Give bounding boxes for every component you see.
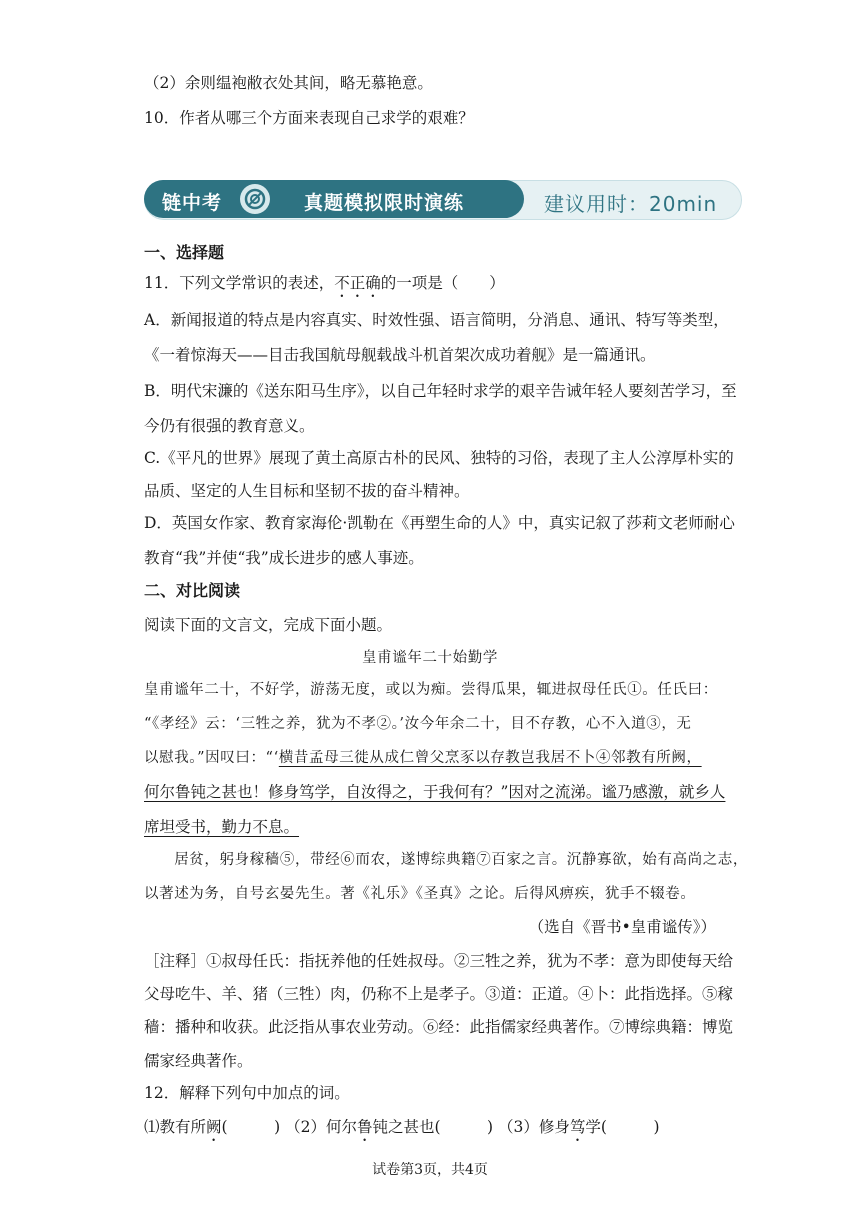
q12-item3-pre: （3）修身 [498, 1118, 570, 1136]
reading-intro: 阅读下面的文言文，完成下面小题。 [144, 616, 393, 634]
q11-text-pre: 11．下列文学常识的表述， [144, 274, 335, 292]
passage-source: （选自《晋书•皇甫谧传》） [528, 918, 716, 936]
q12-item2-pre: （2）何尔 [285, 1118, 357, 1136]
passage-p1-line3-a: 以慰我。”因叹曰：“‘ [144, 750, 279, 766]
underlined-sentence: 横昔孟母三徙从成仁曾父烹豕以存教岂我居不卜④邻教有所阙， [278, 750, 702, 766]
question-12: 12．解释下列句中加点的词。 [144, 1084, 350, 1102]
passage-p1-line2: “《孝经》云：‘三牲之养，犹为不孝②。’汝今年余二十，目不存教，心不入道③，无 [144, 716, 692, 732]
q12-item3-dot: 笃 [569, 1118, 586, 1136]
note-line2: 父母吃牛、羊、猪（三牲）肉，仍称不上是孝子。③道：正道。④卜：此指选择。⑤稼 [144, 985, 734, 1003]
banner-time-label: 建议用时：20min [544, 192, 718, 216]
q12-item2-dot: 鲁 [356, 1118, 373, 1136]
question-sentence: （2）余则缊袍敝衣处其间，略无慕艳意。 [144, 74, 433, 92]
option-c-line2: 品质、坚定的人生目标和坚韧不拔的奋斗精神。 [144, 482, 470, 500]
section-banner [144, 180, 742, 220]
option-c-line1: C.《平凡的世界》展现了黄土高原古朴的民风、独特的习俗，表现了主人公淳厚朴实的 [144, 449, 734, 467]
q11-text-post: 的一项是（ ） [380, 274, 505, 292]
option-a-line2: 《一着惊海天——目击我国航母舰载战斗机首架次成功着舰》是一篇通讯。 [144, 346, 656, 364]
section-2-heading: 二、对比阅读 [144, 581, 241, 600]
option-a-line1: A．新闻报道的特点是内容真实、时效性强、语言简明，分消息、通讯、特写等类型， [144, 311, 729, 329]
banner-middle-label: 真题模拟限时演练 [304, 192, 465, 214]
passage-p1-line1: 皇甫谧年二十，不好学，游荡无度，或以为痴。尝得瓜果，辄进叔母任氏①。任氏曰： [144, 682, 718, 698]
option-d-line1: D．英国女作家、教育家海伦·凯勒在《再塑生命的人》中，真实记叙了莎莉文老师耐心 [144, 514, 735, 532]
banner-left-label: 链中考 [162, 192, 223, 214]
question-11 [144, 273, 505, 301]
note-line4: 儒家经典著作。 [144, 1052, 253, 1070]
q11-dotted-text: 不正确 [334, 274, 381, 292]
page-footer: 试卷第3页，共4页 [372, 1162, 488, 1178]
question-10: 10．作者从哪三个方面来表现自己求学的艰难？ [144, 109, 474, 127]
passage-p1-line3 [144, 748, 702, 768]
option-b-line1: B．明代宋濂的《送东阳马生序》，以自己年轻时求学的艰辛告诫年轻人要刻苦学习，至 [144, 382, 737, 400]
q12-item2-blank[interactable]: 钝之甚也( ) [372, 1118, 494, 1136]
option-b-line2: 今仍有很强的教育意义。 [144, 417, 315, 435]
note-line1: ［注释］①叔母任氏：指抚养他的任姓叔母。②三牲之养，犹为不孝：意为即使每天给 [144, 952, 734, 970]
question-12-items [144, 1117, 660, 1145]
passage-p1-line4: 何尔鲁钝之甚也！修身笃学，自汝得之，于我何有？”因对之流涕。谧乃感激，就乡人 [144, 783, 726, 801]
q12-item3-blank[interactable]: 学( ) [585, 1118, 660, 1136]
option-d-line2: 教育“我”并使“我”成长进步的感人事迹。 [144, 549, 424, 567]
q12-item1-dot: 阙 [206, 1118, 222, 1136]
section-1-heading: 一、选择题 [144, 243, 225, 262]
passage-p1-line5: 席坦受书，勤力不息。 [144, 818, 300, 836]
q12-item1-pre: ⑴教有所 [144, 1118, 207, 1136]
passage-p2-line1: 居贫，躬身稼穑⑤，带经⑥而农，遂博综典籍⑦百家之言。沉静寡欲，始有高尚之志， [144, 852, 748, 868]
note-line3: 穑：播种和收获。此泛指从事农业劳动。⑥经：此指儒家经典著作。⑦博综典籍：博览 [144, 1018, 734, 1036]
q12-item1-blank[interactable]: ( ) [221, 1118, 281, 1136]
passage-title: 皇甫谧年二十始勤学 [362, 650, 498, 666]
passage-p2-line2: 以著述为务，自号玄晏先生。著《礼乐》《圣真》之论。后得风痹疾，犹手不辍卷。 [144, 886, 696, 902]
banner-emblem-icon [240, 184, 270, 214]
